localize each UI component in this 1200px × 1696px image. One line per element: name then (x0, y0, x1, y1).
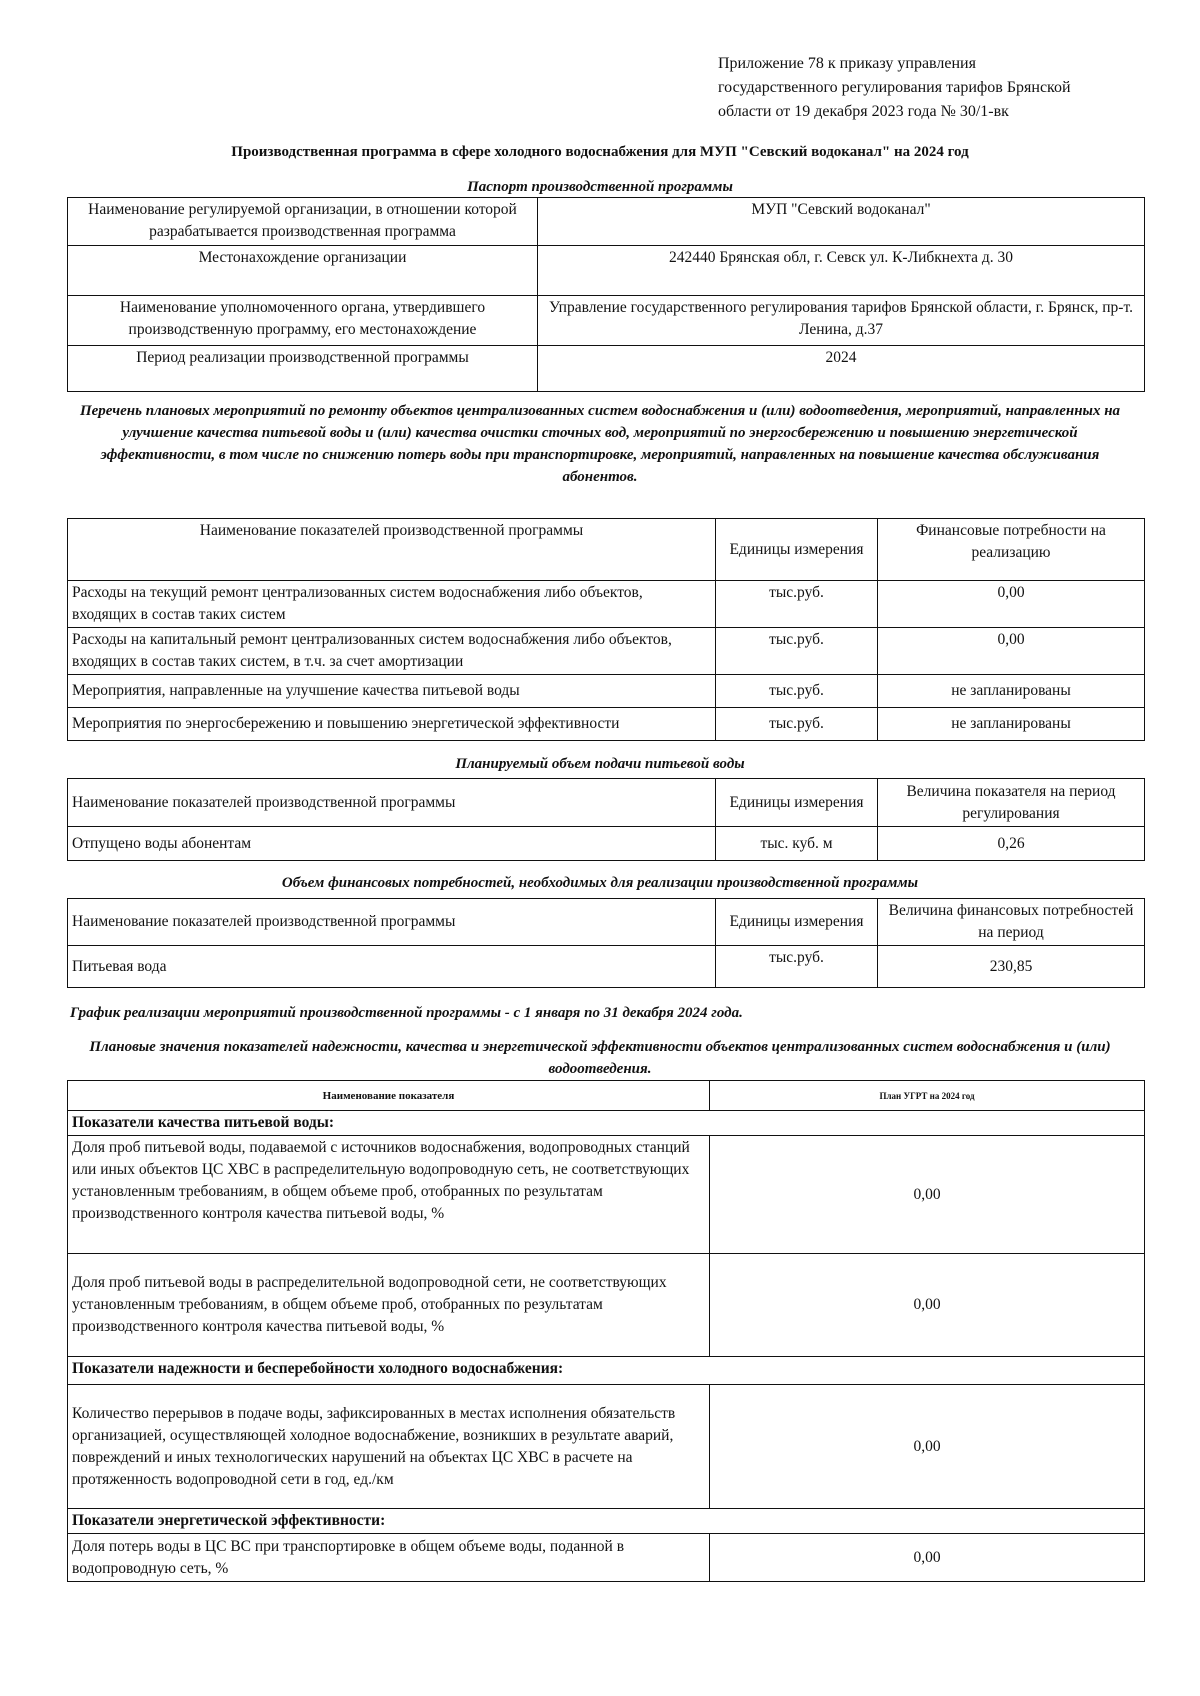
passport-label: Наименование уполномоченного органа, утвердившего производственную программу, его местонахождение (68, 296, 538, 346)
finance-table (67, 898, 1145, 988)
table-row (68, 827, 1145, 861)
table-row (68, 675, 1145, 708)
column-header: Единицы измерения (716, 899, 878, 946)
indicator-value: 0,00 (710, 1254, 1145, 1357)
column-header: Наименование показателей производственной программы (68, 899, 716, 946)
appendix-line-1: Приложение 78 к приказу управления (718, 55, 976, 72)
column-header: Единицы измерения (716, 519, 878, 581)
measures-caption: Перечень плановых мероприятий по ремонту объектов централизованных систем водоснабжения и (или) водоотведения, мероприятий, направленных на улучшение качества питьевой воды и (или) качества очистки сточных вод, мероприятий по энергосбережению и повышению энергетической эффективности, в том числе по снижению потерь воды при транспортировке, мероприятий, направленных на повышение качества обслуживания абонентов. (79, 403, 1121, 485)
indicators-table (67, 1080, 1145, 1582)
column-header: Наименование показателей производственной программы (68, 779, 716, 827)
table-row (68, 628, 1145, 675)
passport-value: МУП "Севский водоканал" (538, 198, 1145, 246)
finance-name: Питьевая вода (68, 946, 716, 988)
measure-name: Расходы на капитальный ремонт централизованных систем водоснабжения либо объектов, входящих в состав таких систем, в т.ч. за счет амортизации (68, 628, 716, 675)
finance-header-row (68, 899, 1145, 946)
appendix-line-3: области от 19 декабря 2023 года № 30/1-вк (718, 103, 1009, 120)
appendix-line-2: государственного регулирования тарифов Брянской (718, 79, 1071, 96)
volume-caption: Планируемый объем подачи питьевой воды (455, 756, 745, 772)
passport-caption: Паспорт производственной программы (467, 179, 733, 195)
table-row (68, 1136, 1145, 1254)
appendix-header (718, 52, 1168, 124)
indicator-value: 0,00 (710, 1534, 1145, 1582)
passport-value: 2024 (538, 346, 1145, 392)
section-row (68, 1509, 1145, 1534)
table-row (68, 1254, 1145, 1357)
measure-name: Расходы на текущий ремонт централизованных систем водоснабжения либо объектов, входящих в состав таких систем (68, 581, 716, 628)
indicator-name: Доля потерь воды в ЦС ВС при транспортировке в общем объеме воды, поданной в водопроводную сеть, % (68, 1534, 710, 1582)
measure-name: Мероприятия, направленные на улучшение качества питьевой воды (68, 675, 716, 708)
passport-table (67, 197, 1145, 392)
column-header: Наименование показателей производственной программы (68, 519, 716, 581)
volume-table (67, 778, 1145, 861)
section-title: Показатели энергетической эффективности: (68, 1509, 1145, 1534)
section-row (68, 1111, 1145, 1136)
document-title: Производственная программа в сфере холодного водоснабжения для МУП "Севский водоканал" на 2024 год (231, 144, 969, 160)
passport-label: Наименование регулируемой организации, в отношении которой разрабатывается производственная программа (68, 198, 538, 246)
finance-caption: Объем финансовых потребностей, необходимых для реализации производственной программы (281, 875, 919, 891)
table-row (68, 581, 1145, 628)
measure-name: Мероприятия по энергосбережению и повышению энергетической эффективности (68, 708, 716, 741)
indicator-value: 0,00 (710, 1136, 1145, 1254)
volume-name: Отпущено воды абонентам (68, 827, 716, 861)
section-row (68, 1357, 1145, 1385)
column-header: Величина показателя на период регулирования (878, 779, 1145, 827)
measures-table (67, 518, 1145, 741)
passport-row (68, 198, 1145, 246)
indicator-name: Доля проб питьевой воды, подаваемой с источников водоснабжения, водопроводных станций или иных объектов ЦС ХВС в распределительную водопроводную сеть, не соответствующих установленным требованиям, в общем объеме проб, отобранных по результатам производственного контроля качества питьевой воды, % (68, 1136, 710, 1254)
measure-unit: тыс.руб. (716, 628, 878, 675)
passport-row (68, 296, 1145, 346)
passport-row (68, 346, 1145, 392)
table-row (68, 708, 1145, 741)
column-header: Финансовые потребности на реализацию (878, 519, 1145, 581)
indicators-caption: Плановые значения показателей надежности, качества и энергетической эффективности объектов централизованных систем водоснабжения и (или) водоотведения. (89, 1039, 1111, 1077)
passport-value: Управление государственного регулирования тарифов Брянской области, г. Брянск, пр-т. Ленина, д.37 (538, 296, 1145, 346)
indicator-value: 0,00 (710, 1385, 1145, 1509)
measure-value: 0,00 (878, 628, 1145, 675)
measure-value: 0,00 (878, 581, 1145, 628)
passport-label: Период реализации производственной программы (68, 346, 538, 392)
finance-value: 230,85 (878, 946, 1145, 988)
volume-unit: тыс. куб. м (716, 827, 878, 861)
schedule-text: График реализации мероприятий производственной программы - с 1 января по 31 декабря 2024 года. (70, 1005, 743, 1021)
indicators-header-row (68, 1081, 1145, 1111)
column-header: Наименование показателя (68, 1081, 710, 1111)
volume-header-row (68, 779, 1145, 827)
passport-value: 242440 Брянская обл, г. Севск ул. К-Либкнехта д. 30 (538, 246, 1145, 296)
measure-unit: тыс.руб. (716, 581, 878, 628)
column-header: План УГРТ на 2024 год (710, 1081, 1145, 1111)
passport-row (68, 246, 1145, 296)
passport-label: Местонахождение организации (68, 246, 538, 296)
measure-unit: тыс.руб. (716, 708, 878, 741)
section-title: Показатели качества питьевой воды: (68, 1111, 1145, 1136)
measures-header-row (68, 519, 1145, 581)
measure-value: не запланированы (878, 708, 1145, 741)
table-row (68, 946, 1145, 988)
column-header: Величина финансовых потребностей на период (878, 899, 1145, 946)
column-header: Единицы измерения (716, 779, 878, 827)
measure-unit: тыс.руб. (716, 675, 878, 708)
measure-value: не запланированы (878, 675, 1145, 708)
table-row (68, 1534, 1145, 1582)
section-title: Показатели надежности и бесперебойности холодного водоснабжения: (68, 1357, 1145, 1385)
volume-value: 0,26 (878, 827, 1145, 861)
table-row (68, 1385, 1145, 1509)
finance-unit: тыс.руб. (716, 946, 878, 988)
indicator-name: Доля проб питьевой воды в распределительной водопроводной сети, не соответствующих установленным требованиям, в общем объеме проб, отобранных по результатам производственного контроля качества питьевой воды, % (68, 1254, 710, 1357)
indicator-name: Количество перерывов в подаче воды, зафиксированных в местах исполнения обязательств организацией, осуществляющей холодное водоснабжение, возникших в результате аварий, повреждений и иных технологических нарушений на объектах ЦС ХВС в расчете на протяженность водопроводной сети в год, ед./км (68, 1385, 710, 1509)
